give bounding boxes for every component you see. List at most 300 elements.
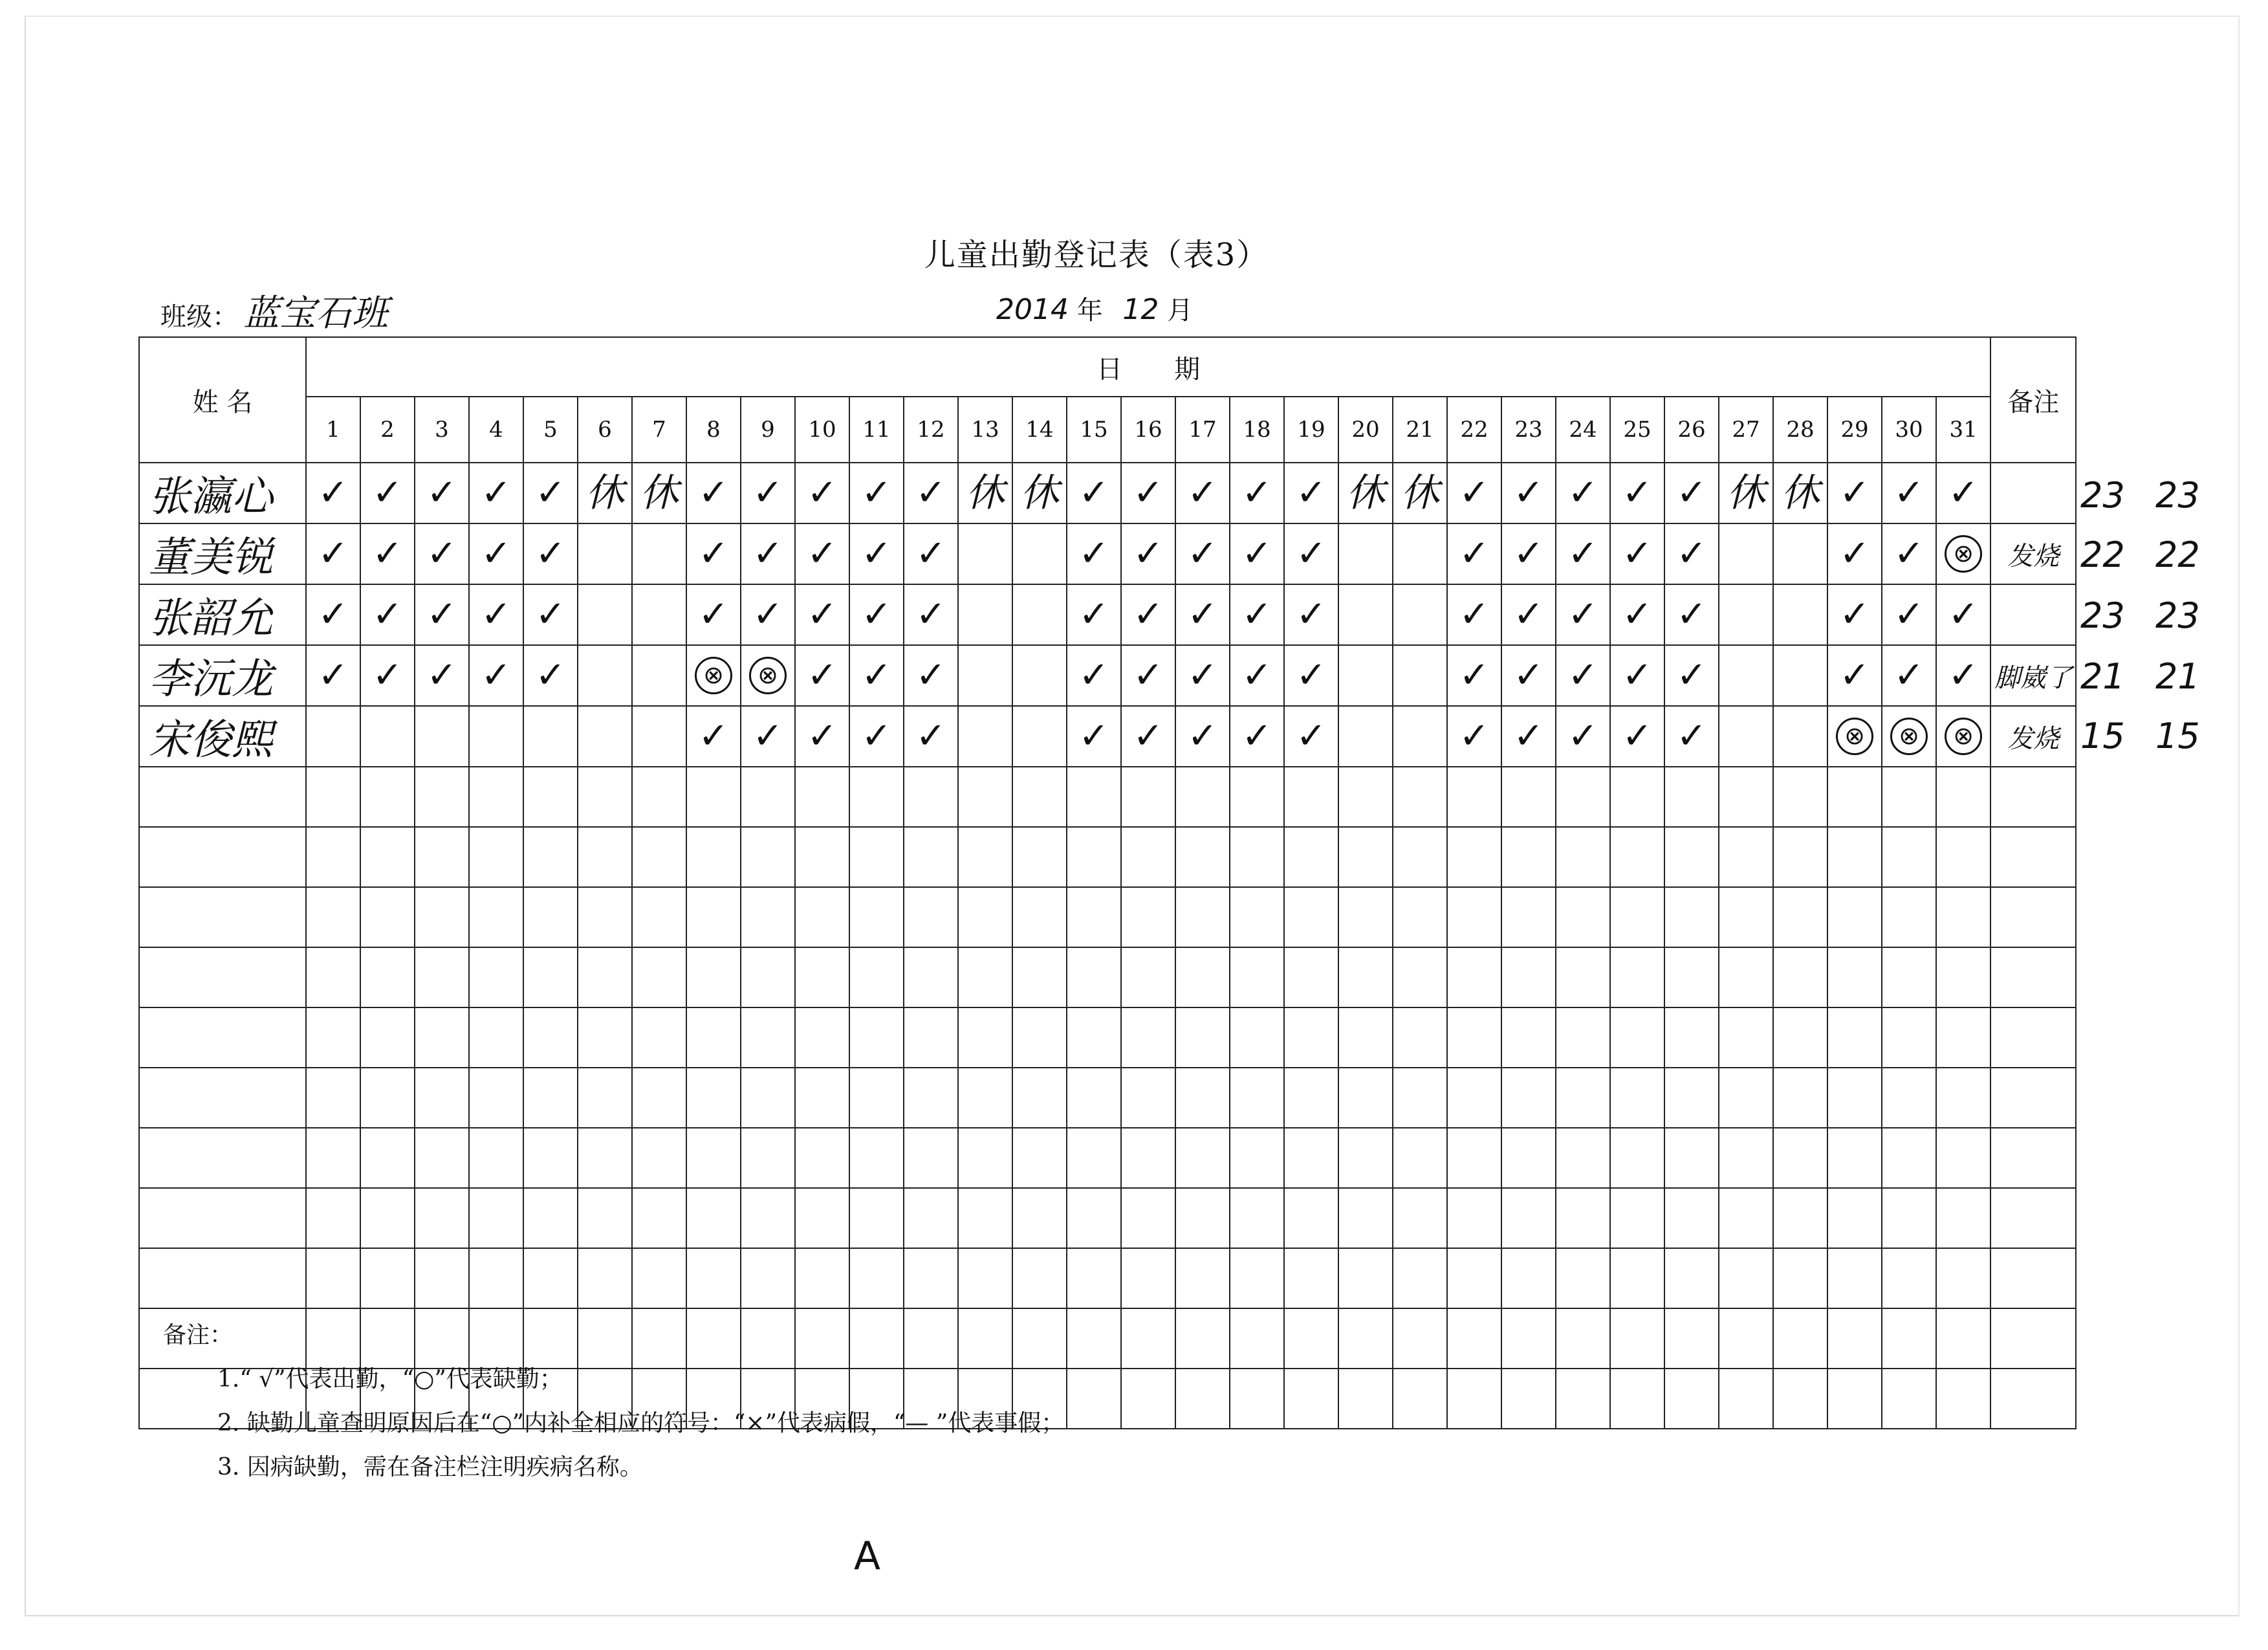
attendance-cell <box>578 584 632 645</box>
attendance-cell <box>469 584 523 645</box>
attendance-cell <box>1882 1007 1936 1068</box>
present-check-mark: ✓ <box>1459 533 1490 575</box>
attendance-cell <box>1230 1007 1284 1068</box>
child-name: 李沅龙 <box>139 645 306 706</box>
present-check-mark: ✓ <box>535 533 566 575</box>
attendance-cell <box>1664 1007 1719 1068</box>
attendance-cell <box>1936 1308 1990 1369</box>
attendance-cell <box>360 887 415 947</box>
attendance-cell <box>1175 827 1230 887</box>
present-check-mark: ✓ <box>1187 472 1218 514</box>
attendance-cell <box>578 1248 632 1308</box>
attendance-cell <box>1338 463 1393 523</box>
attendance-cell <box>958 463 1012 523</box>
attendance-cell <box>360 827 415 887</box>
child-row <box>139 827 2076 887</box>
attendance-cell <box>1664 827 1719 887</box>
attendance-cell <box>1556 706 1610 767</box>
present-check-mark: ✓ <box>1676 533 1707 575</box>
present-check-mark: ✓ <box>698 593 729 635</box>
present-check-mark: ✓ <box>1187 715 1218 757</box>
attendance-cell <box>1556 523 1610 584</box>
present-check-mark: ✓ <box>1241 654 1272 696</box>
attendance-cell <box>1012 1128 1067 1188</box>
attendance-cell <box>1175 1068 1230 1128</box>
attendance-cell <box>1067 1248 1121 1308</box>
attendance-cell <box>1827 1128 1882 1188</box>
attendance-cell <box>1175 1308 1230 1369</box>
day-number: 11 <box>849 397 904 463</box>
attendance-cell <box>1719 1068 1773 1128</box>
attendance-cell <box>904 523 958 584</box>
remark-cell <box>1990 1248 2076 1308</box>
attendance-cell <box>1556 1308 1610 1369</box>
attendance-cell <box>632 887 686 947</box>
attendance-cell <box>741 1188 795 1248</box>
child-row <box>139 645 2076 706</box>
attendance-cell <box>415 947 469 1007</box>
attendance-cell <box>360 1128 415 1188</box>
present-check-mark: ✓ <box>1513 715 1544 757</box>
child-row <box>139 463 2076 523</box>
attendance-cell <box>1393 1308 1447 1369</box>
attendance-cell <box>1338 1308 1393 1369</box>
present-check-mark: ✓ <box>535 593 566 635</box>
attendance-cell <box>1664 584 1719 645</box>
present-check-mark: ✓ <box>752 715 783 757</box>
attendance-cell <box>1827 463 1882 523</box>
day-number: 16 <box>1121 397 1175 463</box>
attendance-cell <box>1773 645 1827 706</box>
attendance-cell <box>523 1007 578 1068</box>
attendance-cell <box>741 1248 795 1308</box>
attendance-cell <box>1936 1248 1990 1308</box>
remark-cell: 脚崴了 <box>1990 645 2076 706</box>
attendance-cell <box>904 1068 958 1128</box>
attendance-cell <box>1664 645 1719 706</box>
form-title: 儿童出勤登记表（表3） <box>924 237 1269 273</box>
attendance-cell <box>1882 1128 1936 1188</box>
day-number: 8 <box>686 397 741 463</box>
attendance-cell <box>1664 463 1719 523</box>
attendance-cell <box>1175 947 1230 1007</box>
day-number: 21 <box>1393 397 1447 463</box>
present-check-mark: ✓ <box>1078 472 1109 514</box>
attendance-cell <box>1501 584 1556 645</box>
attendance-cell <box>469 463 523 523</box>
present-check-mark: ✓ <box>1078 593 1109 635</box>
attendance-cell <box>849 1007 904 1068</box>
attendance-cell <box>360 706 415 767</box>
attendance-cell <box>1338 645 1393 706</box>
attendance-cell <box>741 767 795 827</box>
attendance-cell <box>1719 706 1773 767</box>
attendance-cell <box>904 1128 958 1188</box>
attendance-cell <box>741 1128 795 1188</box>
attendance-cell <box>1610 1128 1664 1188</box>
present-check-mark: ✓ <box>481 533 512 575</box>
day-number: 24 <box>1556 397 1610 463</box>
attendance-cell <box>1067 463 1121 523</box>
child-row <box>139 1128 2076 1188</box>
attendance-table <box>138 336 2077 1429</box>
present-check-mark: ✓ <box>1241 593 1272 635</box>
attendance-cell <box>1393 645 1447 706</box>
class-label: 班级： <box>160 302 238 332</box>
attendance-cell <box>415 887 469 947</box>
attendance-cell <box>741 887 795 947</box>
attendance-cell <box>523 767 578 827</box>
attendance-cell <box>1882 1369 1936 1429</box>
attendance-cell <box>1175 523 1230 584</box>
attendance-cell <box>1447 1068 1501 1128</box>
attendance-cell <box>1338 1068 1393 1128</box>
attendance-total: 22 <box>2080 534 2125 575</box>
attendance-cell <box>1284 645 1338 706</box>
attendance-cell <box>1121 463 1175 523</box>
header-row-top <box>139 337 2076 397</box>
attendance-cell <box>958 523 1012 584</box>
present-check-mark: ✓ <box>1241 533 1272 575</box>
attendance-total-repeat: 21 <box>2155 656 2200 697</box>
attendance-cell <box>1067 584 1121 645</box>
attendance-cell <box>1719 767 1773 827</box>
note-item: 2. 缺勤儿童查明原因后在“○”内补全相应的符号：“×”代表病假，“— ”代表事假； <box>217 1410 1065 1436</box>
attendance-cell <box>849 706 904 767</box>
remark-cell <box>1990 767 2076 827</box>
attendance-cell <box>632 706 686 767</box>
attendance-cell <box>795 706 849 767</box>
attendance-cell <box>306 584 360 645</box>
attendance-cell <box>415 1007 469 1068</box>
attendance-cell <box>632 1128 686 1188</box>
attendance-cell <box>849 584 904 645</box>
present-check-mark: ✓ <box>1839 654 1870 696</box>
attendance-cell <box>523 463 578 523</box>
day-number: 20 <box>1338 397 1393 463</box>
attendance-cell <box>415 463 469 523</box>
child-row <box>139 523 2076 584</box>
child-name: 宋俊熙 <box>139 706 306 767</box>
attendance-cell <box>1230 1188 1284 1248</box>
attendance-cell <box>1067 706 1121 767</box>
attendance-cell <box>904 463 958 523</box>
attendance-cell <box>1882 645 1936 706</box>
attendance-cell <box>1012 767 1067 827</box>
attendance-cell <box>523 887 578 947</box>
sick-absence-mark: ⊗ <box>749 657 787 694</box>
attendance-cell <box>1664 1369 1719 1429</box>
attendance-cell <box>523 1188 578 1248</box>
present-check-mark: ✓ <box>1133 715 1164 757</box>
attendance-cell <box>1175 887 1230 947</box>
attendance-cell <box>1012 706 1067 767</box>
present-check-mark: ✓ <box>1839 593 1870 635</box>
attendance-cell <box>1121 645 1175 706</box>
attendance-cell <box>1121 947 1175 1007</box>
attendance-cell <box>1447 887 1501 947</box>
attendance-cell <box>1827 1248 1882 1308</box>
attendance-cell <box>958 584 1012 645</box>
present-check-mark: ✓ <box>1187 533 1218 575</box>
present-check-mark: ✓ <box>915 593 946 635</box>
child-name <box>139 1128 306 1188</box>
present-check-mark: ✓ <box>1133 593 1164 635</box>
present-check-mark: ✓ <box>1459 654 1490 696</box>
attendance-cell <box>1556 767 1610 827</box>
day-number: 27 <box>1719 397 1773 463</box>
attendance-cell <box>469 523 523 584</box>
attendance-cell <box>1882 1188 1936 1248</box>
attendance-cell <box>415 1248 469 1308</box>
day-number: 23 <box>1501 397 1556 463</box>
present-check-mark: ✓ <box>1187 593 1218 635</box>
attendance-cell <box>686 947 741 1007</box>
remark-cell: 发烧 <box>1990 523 2076 584</box>
attendance-cell <box>1773 1007 1827 1068</box>
rest-day-mark: 休 <box>966 470 1005 516</box>
attendance-cell <box>632 645 686 706</box>
present-check-mark: ✓ <box>481 593 512 635</box>
attendance-cell <box>1773 1128 1827 1188</box>
present-check-mark: ✓ <box>318 654 349 696</box>
attendance-cell <box>1175 584 1230 645</box>
present-check-mark: ✓ <box>698 472 729 514</box>
attendance-cell <box>1501 1068 1556 1128</box>
present-check-mark: ✓ <box>1459 593 1490 635</box>
attendance-cell <box>1175 463 1230 523</box>
attendance-cell <box>306 645 360 706</box>
child-name: 张瀛心 <box>139 463 306 523</box>
attendance-cell <box>1447 1128 1501 1188</box>
attendance-cell <box>1175 1188 1230 1248</box>
attendance-cell <box>1827 947 1882 1007</box>
present-check-mark: ✓ <box>1296 472 1327 514</box>
attendance-cell <box>523 1128 578 1188</box>
present-check-mark: ✓ <box>861 654 892 696</box>
attendance-cell <box>306 1007 360 1068</box>
present-check-mark: ✓ <box>1839 533 1870 575</box>
attendance-cell <box>1827 1308 1882 1369</box>
attendance-cell <box>1936 1007 1990 1068</box>
attendance-total: 15 <box>2080 716 2125 756</box>
attendance-cell <box>849 827 904 887</box>
attendance-cell <box>1447 947 1501 1007</box>
attendance-cell <box>1719 887 1773 947</box>
attendance-cell <box>795 1128 849 1188</box>
present-check-mark: ✓ <box>1296 593 1327 635</box>
present-check-mark: ✓ <box>318 593 349 635</box>
present-check-mark: ✓ <box>1459 472 1490 514</box>
attendance-cell <box>1556 827 1610 887</box>
attendance-cell <box>523 827 578 887</box>
day-number: 28 <box>1773 397 1827 463</box>
present-check-mark: ✓ <box>1676 654 1707 696</box>
attendance-cell <box>904 827 958 887</box>
attendance-cell <box>1882 947 1936 1007</box>
present-check-mark: ✓ <box>807 715 838 757</box>
present-check-mark: ✓ <box>1622 533 1653 575</box>
attendance-cell <box>415 1188 469 1248</box>
attendance-cell <box>1284 1248 1338 1308</box>
attendance-cell <box>306 947 360 1007</box>
attendance-cell <box>1501 1308 1556 1369</box>
attendance-cell <box>1501 827 1556 887</box>
child-name <box>139 827 306 887</box>
attendance-cell <box>1012 887 1067 947</box>
attendance-cell <box>686 1188 741 1248</box>
attendance-cell <box>1827 706 1882 767</box>
attendance-cell <box>360 1248 415 1308</box>
present-check-mark: ✓ <box>1133 533 1164 575</box>
note-item: 1.“ √”代表出勤，“○”代表缺勤； <box>217 1366 563 1392</box>
attendance-cell <box>1284 767 1338 827</box>
present-check-mark: ✓ <box>1948 593 1979 635</box>
attendance-cell <box>741 947 795 1007</box>
attendance-cell <box>795 1188 849 1248</box>
attendance-cell <box>306 523 360 584</box>
month-value: 12 <box>1122 293 1159 326</box>
attendance-cell <box>1556 1248 1610 1308</box>
attendance-cell <box>1067 1128 1121 1188</box>
remark-cell <box>1990 463 2076 523</box>
day-number: 10 <box>795 397 849 463</box>
attendance-cell <box>1501 887 1556 947</box>
day-number: 6 <box>578 397 632 463</box>
attendance-cell <box>1556 1188 1610 1248</box>
attendance-cell <box>1827 1188 1882 1248</box>
present-check-mark: ✓ <box>915 654 946 696</box>
attendance-cell <box>686 523 741 584</box>
present-check-mark: ✓ <box>807 472 838 514</box>
attendance-cell <box>1121 1188 1175 1248</box>
attendance-cell <box>795 523 849 584</box>
attendance-cell <box>1501 1369 1556 1429</box>
attendance-cell <box>1882 887 1936 947</box>
child-row <box>139 1248 2076 1308</box>
attendance-cell <box>1121 523 1175 584</box>
attendance-cell <box>1067 1068 1121 1128</box>
attendance-cell <box>1719 1248 1773 1308</box>
child-name <box>139 947 306 1007</box>
attendance-cell <box>849 1248 904 1308</box>
attendance-cell <box>1773 1308 1827 1369</box>
attendance-cell <box>306 767 360 827</box>
attendance-cell <box>1284 1068 1338 1128</box>
attendance-cell <box>1338 1128 1393 1188</box>
present-check-mark: ✓ <box>1296 715 1327 757</box>
attendance-cell <box>523 706 578 767</box>
attendance-cell <box>1284 523 1338 584</box>
attendance-cell <box>1284 1369 1338 1429</box>
attendance-cell <box>1393 463 1447 523</box>
attendance-cell <box>360 1068 415 1128</box>
attendance-cell <box>1393 767 1447 827</box>
attendance-cell <box>1067 1308 1121 1369</box>
attendance-cell <box>1121 1128 1175 1188</box>
attendance-cell <box>686 584 741 645</box>
dates-header: 日 期 <box>306 337 1990 397</box>
attendance-cell <box>1338 1188 1393 1248</box>
attendance-cell <box>360 1007 415 1068</box>
present-check-mark: ✓ <box>861 533 892 575</box>
attendance-cell <box>1773 827 1827 887</box>
attendance-cell <box>686 1248 741 1308</box>
present-check-mark: ✓ <box>1948 472 1979 514</box>
present-check-mark: ✓ <box>861 715 892 757</box>
attendance-cell <box>958 767 1012 827</box>
remark-cell: 发烧 <box>1990 706 2076 767</box>
attendance-cell <box>469 767 523 827</box>
attendance-cell <box>415 584 469 645</box>
present-check-mark: ✓ <box>1676 593 1707 635</box>
attendance-cell <box>523 584 578 645</box>
attendance-cell <box>1501 767 1556 827</box>
attendance-cell <box>1121 1068 1175 1128</box>
attendance-cell <box>1175 1369 1230 1429</box>
attendance-cell <box>1719 523 1773 584</box>
attendance-cell <box>904 1007 958 1068</box>
attendance-cell <box>849 887 904 947</box>
attendance-cell <box>1827 1007 1882 1068</box>
present-check-mark: ✓ <box>752 593 783 635</box>
attendance-cell <box>1012 1068 1067 1128</box>
present-check-mark: ✓ <box>1676 715 1707 757</box>
attendance-cell <box>1719 1128 1773 1188</box>
attendance-cell <box>1121 584 1175 645</box>
attendance-cell <box>469 1188 523 1248</box>
attendance-cell <box>632 947 686 1007</box>
date-line <box>996 290 1193 327</box>
attendance-cell <box>415 706 469 767</box>
attendance-cell <box>1447 645 1501 706</box>
attendance-cell <box>1012 1188 1067 1248</box>
attendance-cell <box>795 767 849 827</box>
attendance-cell <box>360 645 415 706</box>
attendance-cell <box>1393 1007 1447 1068</box>
attendance-cell <box>1067 947 1121 1007</box>
attendance-cell <box>523 1068 578 1128</box>
pen-scribble: A <box>854 1534 881 1579</box>
attendance-cell <box>1882 1248 1936 1308</box>
day-number: 2 <box>360 397 415 463</box>
present-check-mark: ✓ <box>1622 715 1653 757</box>
present-check-mark: ✓ <box>1893 654 1925 696</box>
present-check-mark: ✓ <box>1296 654 1327 696</box>
attendance-cell <box>1121 1308 1175 1369</box>
sick-absence-mark: ⊗ <box>1836 718 1873 755</box>
attendance-cell <box>904 1248 958 1308</box>
present-check-mark: ✓ <box>1513 533 1544 575</box>
present-check-mark: ✓ <box>1622 593 1653 635</box>
day-number: 14 <box>1012 397 1067 463</box>
present-check-mark: ✓ <box>1893 472 1925 514</box>
attendance-cell <box>1773 1188 1827 1248</box>
attendance-cell <box>686 767 741 827</box>
attendance-cell <box>1121 1007 1175 1068</box>
attendance-cell <box>741 645 795 706</box>
attendance-cell <box>1393 827 1447 887</box>
attendance-cell <box>360 1188 415 1248</box>
sick-absence-mark: ⊗ <box>695 657 732 694</box>
attendance-cell <box>958 1248 1012 1308</box>
attendance-cell <box>469 827 523 887</box>
attendance-total-repeat: 15 <box>2155 716 2200 756</box>
attendance-cell <box>578 827 632 887</box>
attendance-cell <box>795 887 849 947</box>
child-name <box>139 767 306 827</box>
month-suffix: 月 <box>1167 296 1194 325</box>
